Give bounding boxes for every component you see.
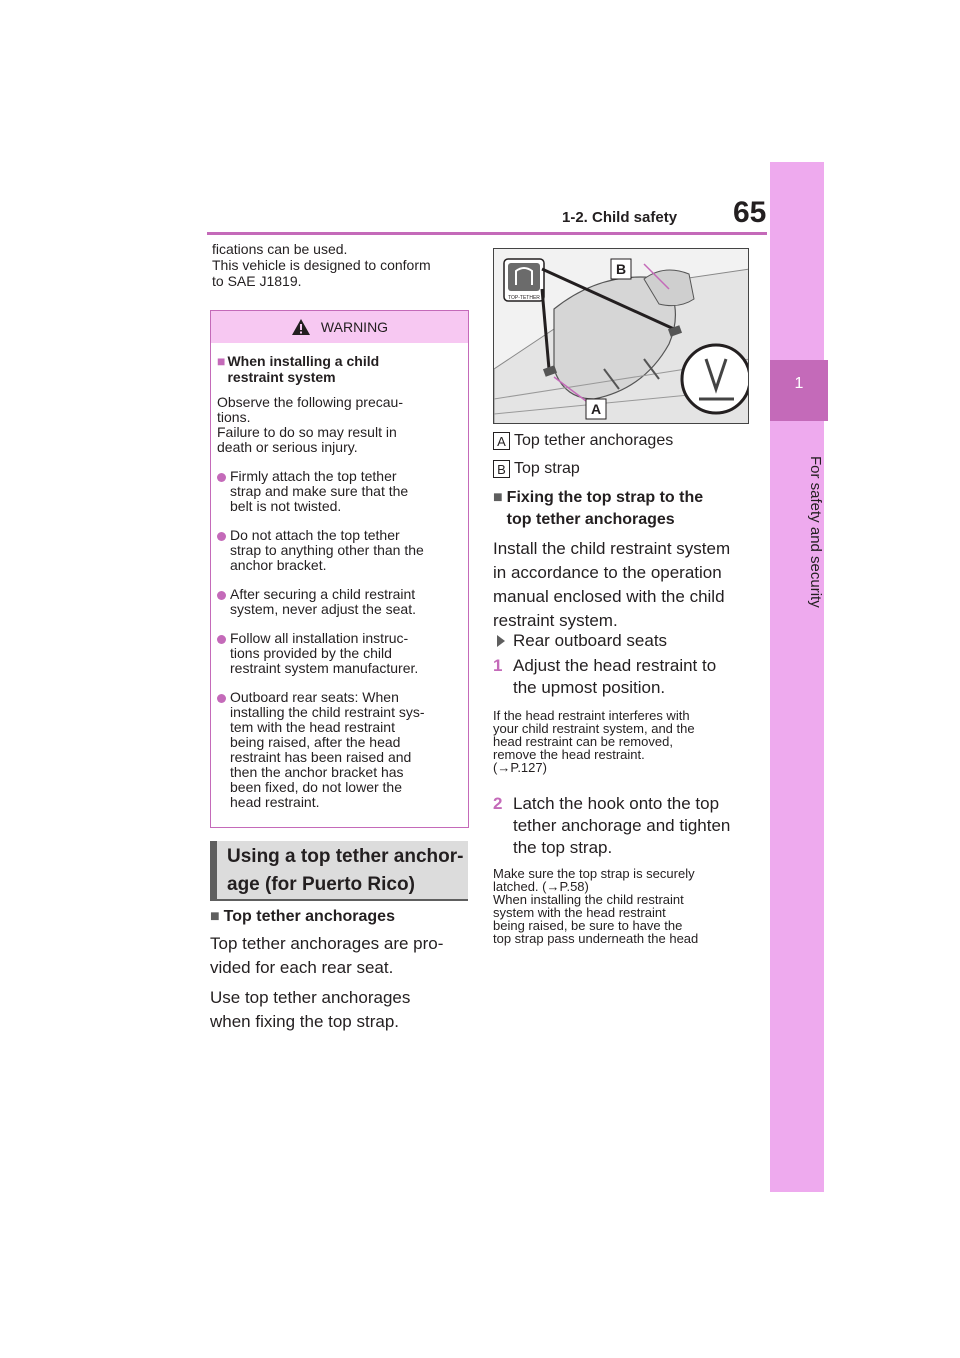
warning-bullet: [217, 690, 462, 810]
header-divider: [207, 232, 767, 235]
body-line: restraint system.: [493, 611, 618, 630]
chapter-label-text: For safety and security: [807, 456, 824, 608]
subheading-text: Top tether anchorages: [223, 908, 395, 925]
section-title: 1-2. Child safety: [562, 209, 678, 226]
page-number: 65: [733, 196, 767, 229]
step-line: tether anchorage and tighten: [513, 816, 731, 835]
bullet-line: belt is not twisted.: [230, 498, 342, 514]
subheading-line: top tether anchorages: [506, 511, 675, 528]
subheading-line: Fixing the top strap to the: [506, 489, 704, 506]
bullet-line: being raised, after the head: [230, 734, 401, 750]
illustration-svg: [494, 249, 749, 424]
note-paragraph: [493, 867, 749, 945]
bullet-line: strap to anything other than the: [230, 542, 424, 558]
note-line: latched. (→P.58): [493, 879, 589, 894]
body-line: manual enclosed with the child: [493, 587, 725, 606]
step-number: 2: [493, 794, 503, 813]
bullet-dot-icon: [217, 591, 226, 600]
intro-line: This vehicle is designed to conform: [212, 257, 431, 273]
step-line: Latch the hook onto the top: [513, 794, 720, 813]
square-bullet-icon: ■: [217, 353, 226, 369]
step-number: 1: [493, 656, 503, 675]
legend-text: Top strap: [514, 460, 580, 477]
warning-paragraph: [217, 395, 462, 455]
note-line: If the head restraint interferes with: [493, 708, 690, 723]
warning-bullet: [217, 587, 462, 617]
inset-circle: [682, 345, 749, 413]
body-line: Top tether anchorages are pro-: [210, 934, 444, 953]
legend-key: B: [493, 460, 510, 478]
bullet-line: anchor bracket.: [230, 557, 327, 573]
legend-key: A: [493, 432, 510, 450]
legend-item-a: [493, 432, 673, 450]
bullet-line: After securing a child restraint: [230, 586, 416, 602]
note-line: top strap pass underneath the head: [493, 931, 699, 946]
warning-paragraph-line: tions.: [217, 409, 251, 425]
warning-box: [210, 310, 469, 828]
top-tether-illustration: [493, 248, 749, 424]
triangle-bullet-icon: [497, 635, 505, 647]
note-line: being raised, be sure to have the: [493, 918, 683, 933]
callout-b-label: B: [615, 261, 627, 277]
bullet-line: system, never adjust the seat.: [230, 601, 416, 617]
bullet-line: installing the child restraint sys-: [230, 704, 425, 720]
warning-body: [211, 343, 468, 810]
warning-subheading-line: When installing a child: [227, 353, 380, 369]
bullet-line: then the anchor bracket has: [230, 764, 404, 780]
chapter-label: [770, 432, 824, 632]
bullet-dot-icon: [217, 694, 226, 703]
legend-text: Top tether anchorages: [514, 432, 674, 449]
body-line: Use top tether anchorages: [210, 988, 411, 1007]
note-line: (→P.127): [493, 760, 547, 775]
bullet-line: been fixed, do not lower the: [230, 779, 403, 795]
warning-subheading-line: restraint system: [227, 369, 336, 385]
warning-title: WARNING: [320, 319, 389, 335]
legend-item-b: [493, 460, 580, 478]
note-line: system with the head restraint: [493, 905, 666, 920]
chapter-number: 1: [794, 375, 804, 392]
callout-a-label: A: [590, 401, 602, 417]
warning-subheading: [217, 353, 462, 385]
note-line: head restraint can be removed,: [493, 734, 673, 749]
section-heading: [210, 841, 468, 901]
bullet-line: head restraint.: [230, 794, 320, 810]
section-heading-line: Using a top tether anchor-: [227, 846, 464, 867]
side-tab: [770, 162, 824, 1192]
warning-paragraph-line: Failure to do so may result in: [217, 424, 397, 440]
note-line: your child restraint system, and the: [493, 721, 695, 736]
bullet-line: tions provided by the child: [230, 645, 392, 661]
warning-header: [211, 311, 468, 343]
square-bullet-icon: ■: [210, 908, 220, 925]
step-line: Adjust the head restraint to: [513, 656, 717, 675]
body-paragraph: [210, 932, 470, 980]
step-line: the top strap.: [513, 838, 613, 857]
warning-paragraph-line: death or serious injury.: [217, 439, 358, 455]
warning-paragraph-line: Observe the following precau-: [217, 394, 403, 410]
bullet-line: tem with the head restraint: [230, 719, 395, 735]
body-paragraph: [210, 986, 470, 1034]
square-bullet-icon: ■: [493, 489, 503, 506]
top-tether-symbol-text: TOP-TETHER: [508, 295, 540, 301]
seat-bullet-text: Rear outboard seats: [513, 631, 668, 650]
body-line: vided for each rear seat.: [210, 958, 394, 977]
bullet-line: Follow all installation instruc-: [230, 630, 409, 646]
warning-bullet: [217, 528, 462, 573]
intro-text: [212, 241, 468, 289]
body-line: in accordance to the operation: [493, 563, 722, 582]
intro-line: to SAE J1819.: [212, 273, 302, 289]
body-line: when fixing the top strap.: [210, 1012, 400, 1031]
bullet-dot-icon: [217, 473, 226, 482]
bullet-line: restraint system manufacturer.: [230, 660, 419, 676]
bullet-line: restraint has been raised and: [230, 749, 412, 765]
bullet-dot-icon: [217, 532, 226, 541]
bullet-line: Do not attach the top tether: [230, 527, 400, 543]
bullet-line: Outboard rear seats: When: [230, 689, 399, 705]
warning-bullet: [217, 631, 462, 676]
note-line: Make sure the top strap is securely: [493, 866, 695, 881]
note-paragraph: [493, 709, 749, 774]
step-2: [493, 793, 730, 859]
body-line: Install the child restraint system: [493, 539, 731, 558]
section-heading-line: age (for Puerto Rico): [227, 874, 415, 895]
step-line: the upmost position.: [513, 678, 666, 697]
bullet-line: strap and make sure that the: [230, 483, 409, 499]
note-line: When installing the child restraint: [493, 892, 684, 907]
warning-triangle-icon: [291, 318, 311, 336]
step-1: [493, 655, 716, 699]
warning-bullet: [217, 469, 462, 514]
intro-line: fications can be used.: [212, 241, 348, 257]
subheading-top-tether: [210, 906, 395, 928]
bullet-dot-icon: [217, 635, 226, 644]
note-line: remove the head restraint.: [493, 747, 645, 762]
body-paragraph: [493, 537, 753, 633]
seat-bullet: [497, 631, 667, 651]
bullet-line: Firmly attach the top tether: [230, 468, 397, 484]
subheading-fixing: [493, 487, 703, 531]
